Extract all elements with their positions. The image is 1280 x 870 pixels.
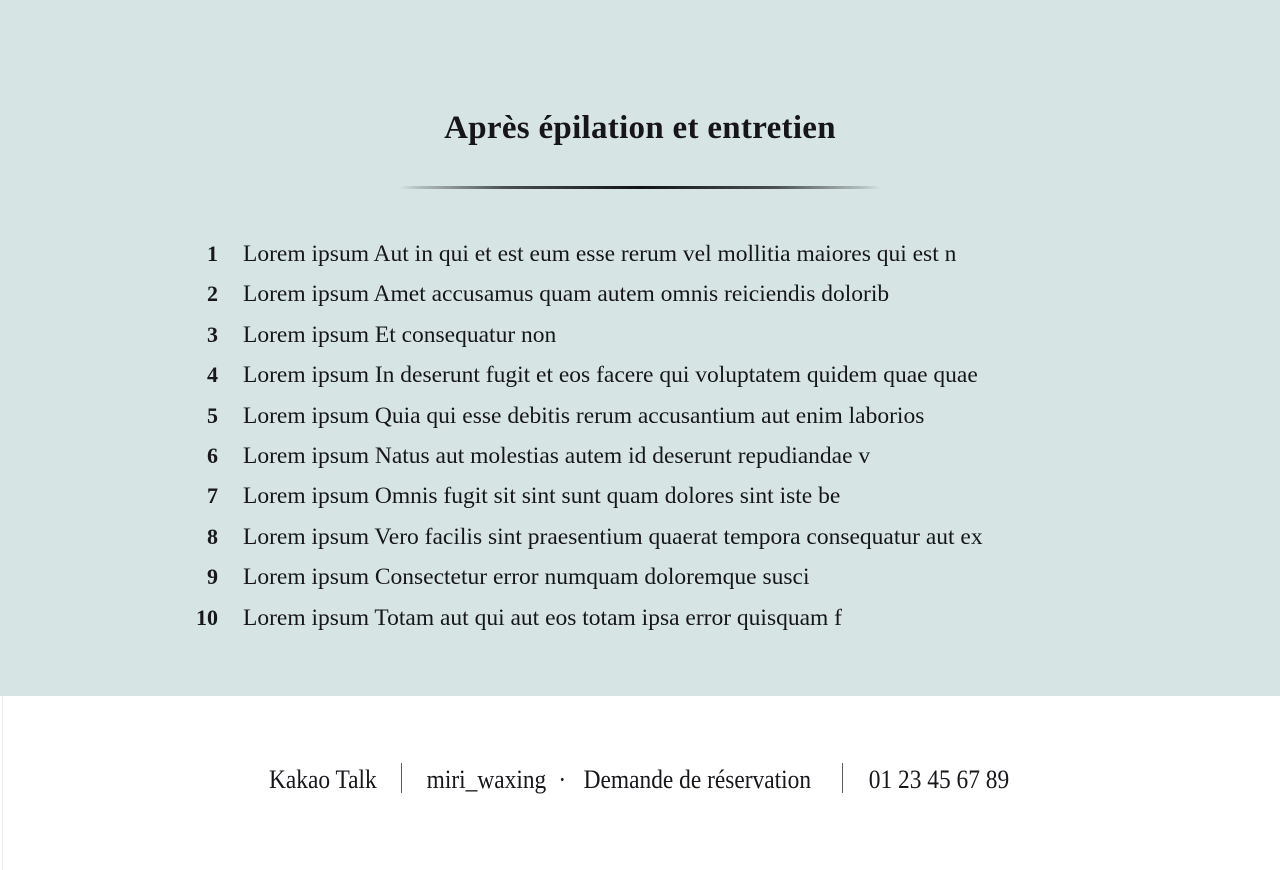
list-item-number: 8 [207,523,218,549]
list-item [150,485,1150,525]
list-item-number: 9 [207,564,218,590]
footer-separator-2 [842,763,843,793]
list-item [150,243,1150,283]
list-item [150,604,1150,647]
footer-handle[interactable]: miri_waxing [426,765,546,795]
list-item-number: 6 [207,442,218,468]
footer-booking-label[interactable]: Demande de réservation [583,765,812,795]
list-item-number: 2 [207,281,218,307]
list-item-number: 10 [196,604,218,630]
list-item-text: Lorem ipsum Totam aut qui aut eos totam ipsa error quisquam f [243,604,843,631]
numbered-list [150,243,1150,647]
list-item-number: 7 [207,483,218,509]
footer-area [0,696,1280,870]
list-item [150,402,1150,445]
list-item-text: Lorem ipsum In deserunt fugit et eos facere qui voluptatem quidem quae quae [243,362,978,389]
footer-phone[interactable]: 01 23 45 67 89 [868,765,1010,795]
list-item-number: 4 [207,362,218,388]
list-item-text: Lorem ipsum Consectetur error numquam doloremque susci [243,564,810,591]
list-item [150,321,1150,364]
list-item-text: Lorem ipsum Omnis fugit sit sint sunt quam dolores sint iste be [243,483,841,510]
title-divider-rule [399,186,881,189]
list-item-number: 1 [207,241,218,266]
list-item [150,523,1150,566]
list-item-text: Lorem ipsum Et consequatur non [243,321,557,348]
list-item-text: Lorem ipsum Aut in qui et est eum esse rerum vel mollitia maiores qui est n [243,241,957,267]
footer-contact-line [0,765,1280,795]
title-block [0,112,1280,145]
footer-dot-separator: · [558,765,566,795]
list-item-text: Lorem ipsum Vero facilis sint praesentium quaerat tempora consequatur aut ex [243,523,983,550]
list-item [150,566,1150,606]
list-item-text: Lorem ipsum Natus aut molestias autem id deserunt repudiandae v [243,442,871,469]
list-item [150,364,1150,404]
list-item-text: Lorem ipsum Amet accusamus quam autem omnis reiciendis dolorib [243,281,890,308]
list-item [150,283,1150,323]
list-item-number: 5 [207,402,218,428]
list-item-number: 3 [207,321,218,347]
page-title: Après épilation et entretien [444,110,836,146]
list-item [150,442,1150,485]
footer-separator-1 [401,763,402,793]
list-item-text: Lorem ipsum Quia qui esse debitis rerum accusantium aut enim laborios [243,402,925,429]
footer-channel-label: Kakao Talk [269,765,377,795]
